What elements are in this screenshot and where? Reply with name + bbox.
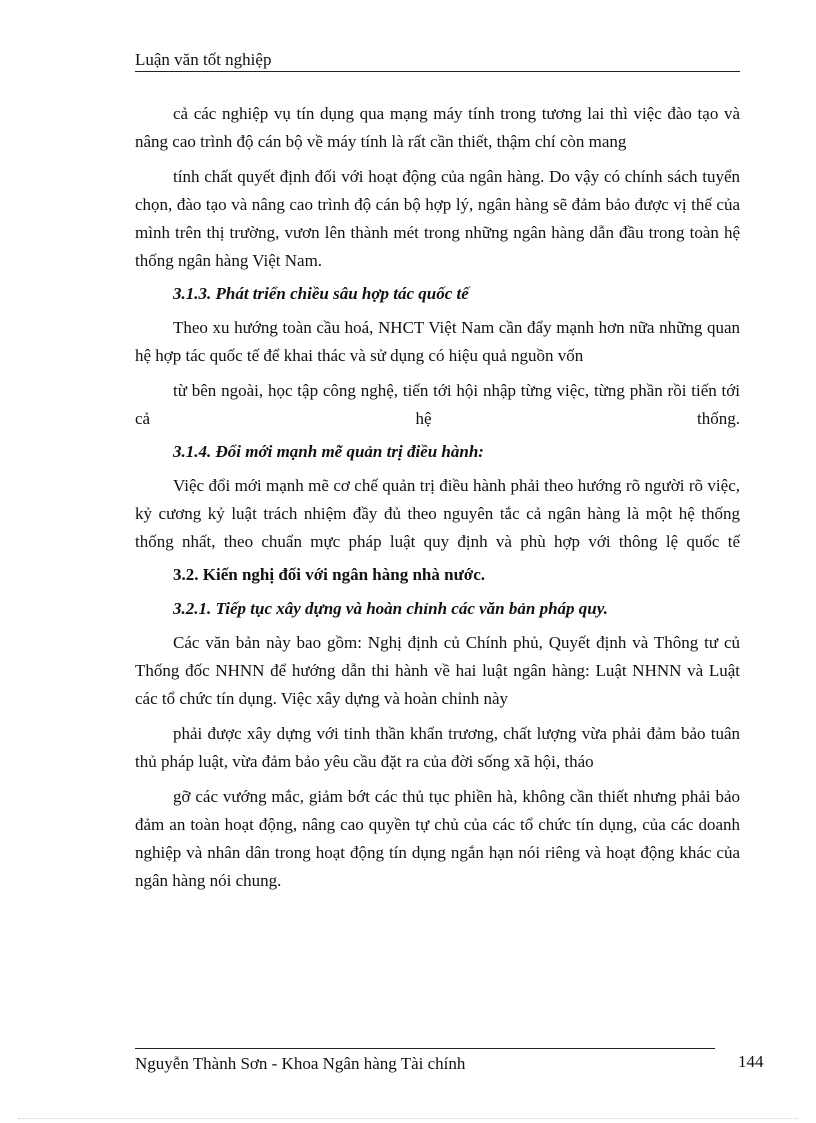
paragraph-6: Các văn bản này bao gồm: Nghị định củ Chính phủ, Quyết định và Thông tư củ Thống đốc NHNN để hướng dẫn thi hành về hai luật ngân hàng: Luật NHNN và Luật các tổ chức tín dụng. Việc xây dựng và hoàn chỉnh này — [135, 633, 740, 708]
page-body — [135, 100, 740, 895]
page-number: 144 — [738, 1052, 764, 1071]
footer-rule — [135, 1048, 715, 1049]
paragraph-8: gỡ các vướng mắc, giảm bớt các thủ tục phiền hà, không cần thiết nhưng phải bảo đảm an toàn hoạt động, nâng cao quyền tự chủ của các tổ chức tín dụng, của các doanh nghiệp và nhân dân trong hoạt động tín dụng ngắn hạn nói riêng và hoạt động khác của ngân hàng nói chung. — [135, 787, 740, 890]
paragraph-2: tính chất quyết định đối với hoạt động của ngân hàng. Do vậy có chính sách tuyển chọn, đào tạo và nâng cao trình độ cán bộ hợp lý, ngân hàng sẽ đảm bảo được vị thế của mình trên thị trường, vươn lên thành mét trong những ngân hàng dẫn đầu trong toàn hệ thống ngân hàng Việt Nam. — [135, 167, 740, 270]
paragraph-7: phải được xây dựng với tinh thần khẩn trương, chất lượng vừa phải đảm bảo tuân thủ pháp luật, vừa đảm bảo yêu cầu đặt ra của đời sống xã hội, tháo — [135, 724, 740, 771]
page-header — [135, 50, 740, 72]
footer-author: Nguyễn Thành Sơn - Khoa Ngân hàng Tài chính — [135, 1054, 466, 1073]
heading-3-1-4: 3.1.4. Đổi mới mạnh mẽ quản trị điều hành: — [173, 442, 484, 461]
paragraph-5: Việc đổi mới mạnh mẽ cơ chế quản trị điều hành phải theo hướng rõ người rõ việc, kỷ cương kỷ luật trách nhiệm đầy đủ theo nguyên tắc cả ngân hàng là một hệ thống thống nhất, theo chuẩn mực pháp luật quy định và phù hợp với thông lệ quốc tế — [135, 476, 740, 551]
heading-3-2: 3.2. Kiến nghị đối với ngân hàng nhà nước. — [173, 565, 485, 584]
paragraph-4: từ bên ngoài, học tập công nghệ, tiến tới hội nhập từng việc, từng phần rồi tiến tới cả hệ thống. — [135, 381, 740, 428]
header-title: Luận văn tốt nghiệp — [135, 50, 272, 69]
page-edge-divider — [18, 1118, 798, 1119]
heading-3-1-3: 3.1.3. Phát triển chiều sâu hợp tác quốc tế — [173, 284, 469, 303]
heading-3-2-1: 3.2.1. Tiếp tục xây dựng và hoàn chỉnh các văn bản pháp quy. — [173, 599, 608, 618]
paragraph-3: Theo xu hướng toàn cầu hoá, NHCT Việt Nam cần đẩy mạnh hơn nữa những quan hệ hợp tác quốc tế để khai thác và sử dụng có hiệu quả nguồn vốn — [135, 318, 740, 365]
paragraph-1: cả các nghiệp vụ tín dụng qua mạng máy tính trong tương lai thì việc đào tạo và nâng cao trình độ cán bộ về máy tính là rất cần thiết, thậm chí còn mang — [135, 104, 740, 151]
